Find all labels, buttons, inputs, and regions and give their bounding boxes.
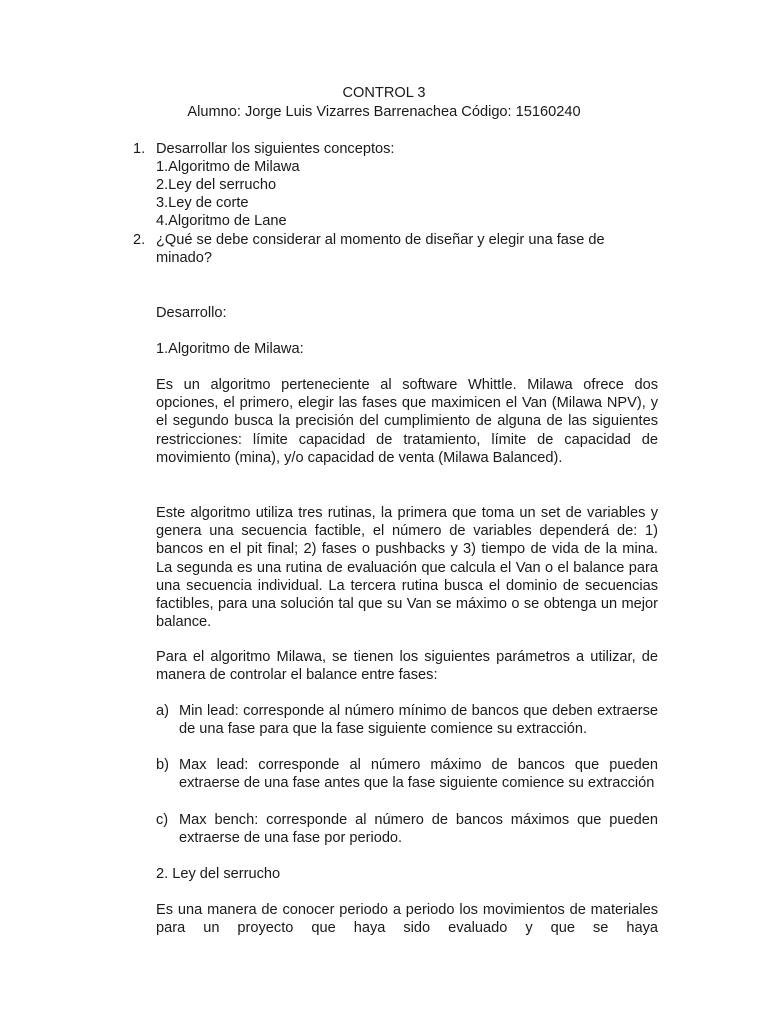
question-1-subitem: 4.Algoritmo de Lane (156, 213, 287, 229)
student-line: Alumno: Jorge Luis Vizarres Barrenachea Código: 15160240 (187, 104, 581, 120)
section-1-paragraph (156, 504, 658, 631)
section-1-paragraph (156, 376, 658, 467)
parameter-text: Min lead: corresponde al número mínimo de bancos que deben extraerse de una fase para que la fase siguiente comience su extracción. (179, 703, 658, 738)
question-1-subitem: 2.Ley del serrucho (156, 177, 277, 193)
parameter-marker: c) (156, 812, 169, 828)
section-1-paragraph (156, 648, 658, 684)
parameter-item (156, 702, 658, 738)
parameter-text: Max bench: corresponde al número de bancos máximos que pueden extraerse de una fase por periodo. (179, 812, 658, 847)
section-2-paragraph: Es una manera de conocer periodo a periodo los movimientos de materiales para un proyecto que haya sido evaluado y que se haya (156, 902, 658, 937)
parameter-marker: a) (156, 703, 169, 719)
parameter-text: Max lead: corresponde al número máximo de bancos que pueden extraerse de una fase antes que la fase siguiente comience su extracción (179, 757, 658, 792)
paragraph-text: Para el algoritmo Milawa, se tienen los siguientes parámetros a utilizar, de manera de controlar el balance entre fases: (156, 649, 658, 684)
parameter-item (156, 811, 658, 847)
question-1-subitem: 3.Ley de corte (156, 195, 249, 211)
section-2-heading: 2. Ley del serrucho (156, 866, 281, 882)
document-title: CONTROL 3 (342, 85, 426, 101)
paragraph-text: Este algoritmo utiliza tres rutinas, la primera que toma un set de variables y genera una secuencia factible, el número de variables dependerá de: 1) bancos en el pit final; 2) fases o pushbacks y 3) tiempo de vida de la mina. La segunda es una rutina de evaluación que calcula el Van o el balance para una secuencia individual. La tercera rutina busca el dominio de secuencias factibles, para una solución tal que su Van se máximo o se obtenga un mejor balance. (156, 505, 658, 631)
paragraph-text: Es un algoritmo perteneciente al software Whittle. Milawa ofrece dos opciones, el primero, elegir las fases que maximicen el Van (Milawa NPV), y el segundo busca la precisión del cumplimiento de alguna de las siguientes restricciones: límite capacidad de tratamiento, límite de capacidad de movimiento (mina), y/o capacidad de venta (Milawa Balanced). (156, 377, 658, 466)
question-1-subitem: 1.Algoritmo de Milawa (156, 159, 300, 175)
question-2-text: ¿Qué se debe considerar al momento de diseñar y elegir una fase de minado? (156, 232, 605, 267)
question-1-number: 1. (133, 141, 146, 157)
parameter-marker: b) (156, 757, 169, 773)
question-1-text: Desarrollar los siguientes conceptos: (156, 141, 395, 157)
section-1-heading: 1.Algoritmo de Milawa: (156, 341, 304, 357)
development-heading: Desarrollo: (156, 305, 227, 321)
parameter-item (156, 756, 658, 792)
question-2-number: 2. (133, 232, 146, 248)
